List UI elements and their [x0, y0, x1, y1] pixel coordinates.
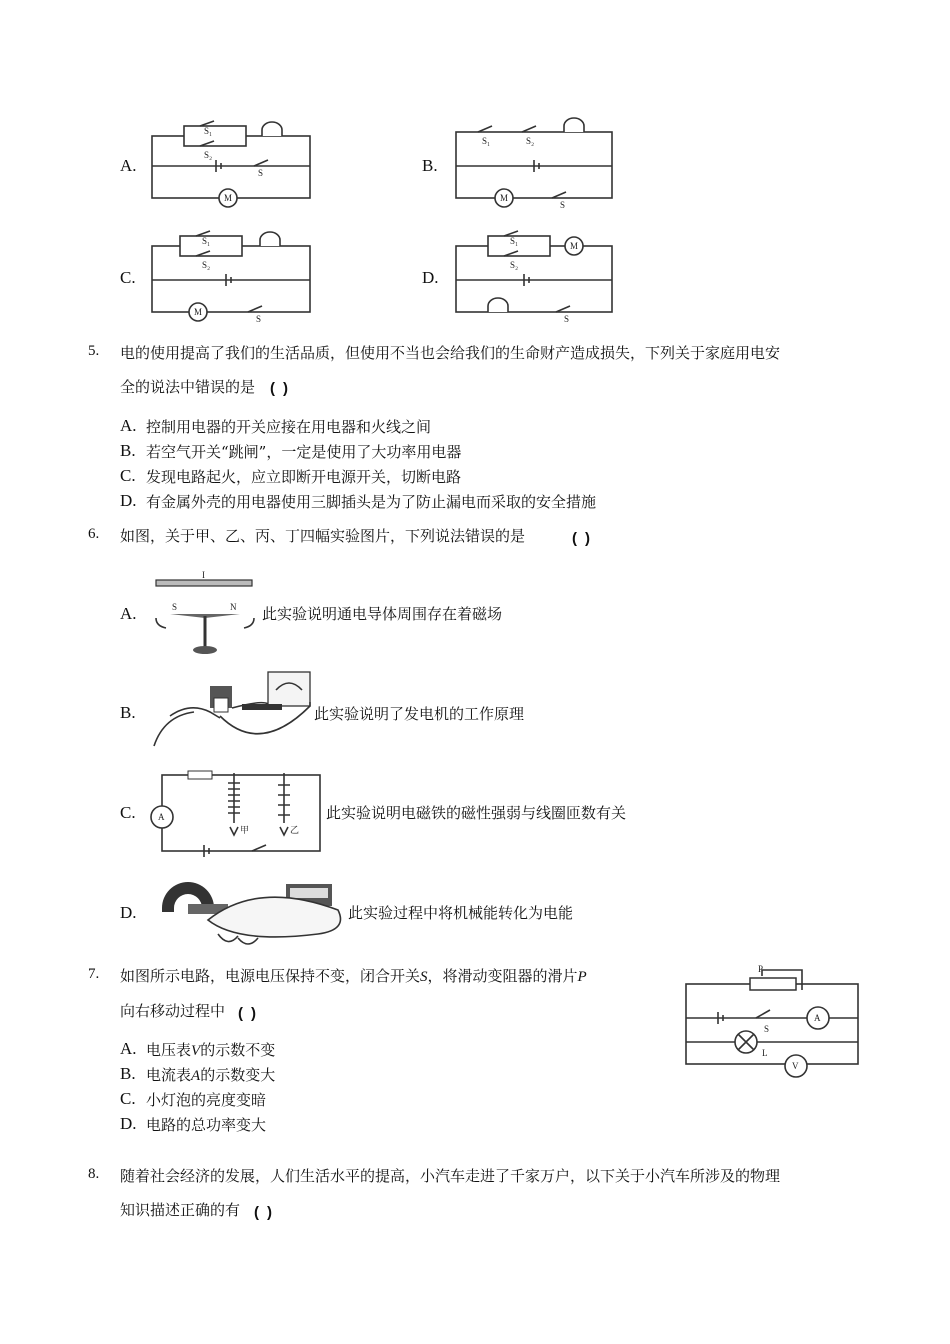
svg-text:S₂: S₂ [204, 150, 213, 160]
svg-text:S₁: S₁ [204, 126, 213, 136]
q6-option-c-text: 此实验说明电磁铁的磁性强弱与线圈匝数有关 [326, 804, 627, 822]
q5-option-d-text: 有金属外壳的用电器使用三脚插头是为了防止漏电而采取的安全措施 [146, 493, 597, 511]
q5-stem-line2: 全的说法中错误的是 [120, 378, 256, 396]
q6-option-b-label: B. [120, 703, 136, 722]
q6-option-a-label: A. [120, 604, 137, 623]
q5-option-b-label: B. [120, 441, 136, 460]
svg-text:S₂: S₂ [526, 136, 535, 146]
q6-figure-generator [150, 668, 315, 758]
q7-option-c-label: C. [120, 1089, 136, 1108]
svg-text:S₁: S₁ [202, 236, 211, 246]
svg-text:M: M [570, 241, 579, 251]
svg-text:S₂: S₂ [510, 260, 519, 270]
q5-number: 5. [88, 343, 100, 359]
q6-option-b-text: 此实验说明了发电机的工作原理 [314, 705, 525, 723]
q7-circuit [682, 962, 862, 1082]
q7-option-a-text: 电压表V的示数不变 [146, 1041, 276, 1059]
svg-text:S₂: S₂ [202, 260, 211, 270]
svg-text:甲: 甲 [240, 825, 250, 835]
q6-option-c-label: C. [120, 803, 136, 822]
q6-stem: 如图，关于甲、乙、丙、丁四幅实验图片，下列说法错误的是 [120, 527, 526, 545]
svg-text:M: M [500, 193, 509, 203]
svg-text:S: S [258, 168, 264, 178]
q5-option-a-label: A. [120, 416, 137, 435]
svg-text:L: L [762, 1048, 768, 1058]
svg-text:V: V [792, 1061, 799, 1071]
q5-option-a-text: 控制用电器的开关应接在用电器和火线之间 [146, 418, 432, 436]
q4-circuit-c [148, 230, 318, 322]
q5-answer-blank[interactable]: () [270, 380, 296, 397]
q4-option-a-label: A. [120, 156, 137, 175]
q8-stem-line2: 知识描述正确的有 [120, 1201, 241, 1219]
q6-number: 6. [88, 526, 100, 542]
q7-option-b-label: B. [120, 1064, 136, 1083]
q7-option-a-label: A. [120, 1039, 137, 1058]
q4-circuit-a [148, 118, 318, 210]
q7-stem-line1: 如图所示电路，电源电压保持不变，闭合开关S，将滑动变阻器的滑片P [120, 967, 587, 985]
svg-text:S: S [564, 314, 570, 324]
q8-answer-blank[interactable]: () [254, 1204, 280, 1221]
q4-circuit-d [452, 230, 622, 322]
q6-option-d-label: D. [120, 903, 137, 922]
q4-option-d-label: D. [422, 268, 439, 287]
svg-text:S₁: S₁ [510, 236, 519, 246]
q6-figure-electromagnet [148, 765, 324, 857]
svg-text:乙: 乙 [290, 825, 300, 835]
q7-option-d-text: 电路的总功率变大 [146, 1116, 267, 1134]
q7-answer-blank[interactable]: () [238, 1005, 264, 1022]
q6-figure-oersted [150, 570, 260, 660]
svg-text:A: A [814, 1013, 821, 1023]
q5-option-d-label: D. [120, 491, 137, 510]
svg-text:N: N [230, 602, 237, 612]
svg-text:P: P [758, 964, 764, 974]
svg-text:S₁: S₁ [482, 136, 491, 146]
q6-option-d-text: 此实验过程中将机械能转化为电能 [348, 904, 574, 922]
q6-figure-induction [148, 868, 348, 950]
q5-stem-line1: 电的使用提高了我们的生活品质，但使用不当也会给我们的生命财产造成损失，下列关于家庭用电安 [120, 344, 781, 362]
q6-option-a-text: 此实验说明通电导体周围存在着磁场 [262, 605, 503, 623]
q4-option-c-label: C. [120, 268, 136, 287]
q7-option-d-label: D. [120, 1114, 137, 1133]
q8-stem-line1: 随着社会经济的发展，人们生活水平的提高，小汽车走进了千家万户，以下关于小汽车所涉及的物理 [120, 1167, 781, 1185]
svg-text:S: S [256, 314, 262, 324]
q6-answer-blank[interactable]: () [572, 530, 598, 547]
q7-option-c-text: 小灯泡的亮度变暗 [146, 1091, 267, 1109]
q7-option-b-text: 电流表A的示数变大 [146, 1066, 276, 1084]
q4-circuit-b [452, 118, 622, 210]
q7-number: 7. [88, 966, 100, 982]
q7-stem-line2: 向右移动过程中 [120, 1002, 226, 1020]
q4-option-b-label: B. [422, 156, 438, 175]
q5-option-b-text: 若空气开关“跳闸”，一定是使用了大功率用电器 [146, 443, 462, 461]
svg-text:I: I [202, 570, 205, 580]
svg-text:S: S [560, 200, 566, 210]
svg-text:M: M [194, 307, 203, 317]
svg-text:S: S [764, 1024, 770, 1034]
q5-option-c-text: 发现电路起火，应立即断开电源开关，切断电路 [146, 468, 462, 486]
svg-text:A: A [158, 812, 165, 822]
q8-number: 8. [88, 1166, 100, 1182]
svg-text:S: S [172, 602, 178, 612]
motor-symbol: M [224, 193, 233, 203]
q5-option-c-label: C. [120, 466, 136, 485]
